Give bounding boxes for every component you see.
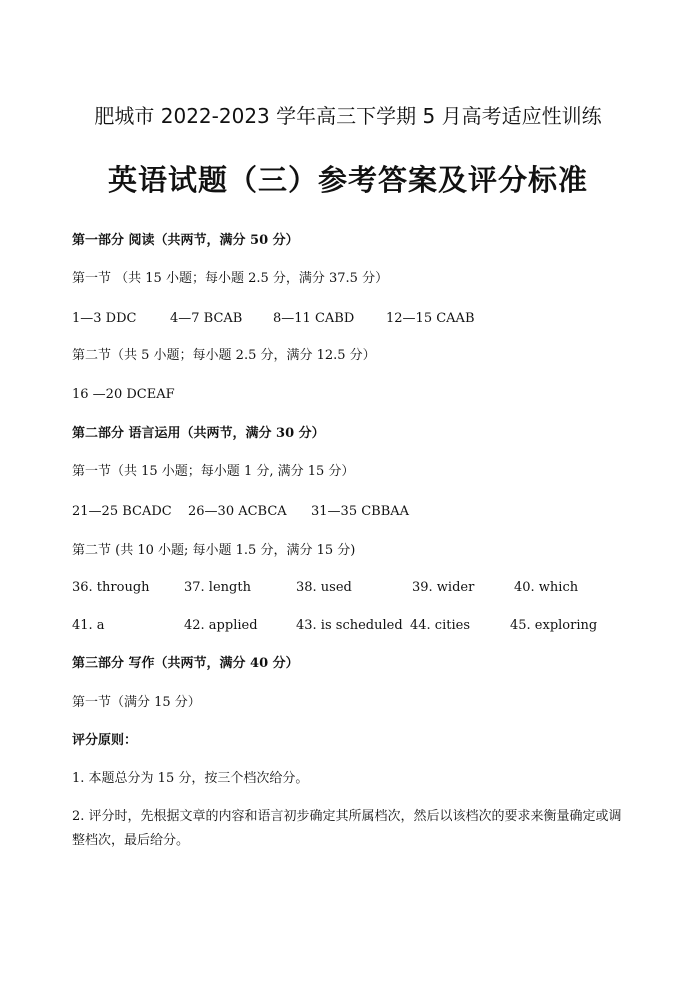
answer-group: 4—7 BCAB bbox=[170, 311, 243, 326]
part2-section2-heading: 第二节 (共 10 小题; 每小题 1.5 分，满分 15 分) bbox=[72, 543, 356, 558]
part1-heading: 第一部分 阅读（共两节，满分 50 分） bbox=[72, 233, 299, 248]
answer-item: 45. exploring bbox=[510, 618, 598, 633]
answer-group: 1—3 DDC bbox=[72, 311, 137, 326]
document-title: 英语试题（三）参考答案及评分标准 bbox=[107, 163, 588, 197]
part2-heading: 第二部分 语言运用（共两节，满分 30 分） bbox=[72, 426, 325, 441]
part2-section1-heading: 第一节（共 15 小题；每小题 1 分, 满分 15 分） bbox=[72, 464, 355, 479]
part3-section1-heading: 第一节（满分 15 分） bbox=[72, 695, 201, 710]
answer-item: 38. used bbox=[296, 580, 352, 595]
answer-group: 12—15 CAAB bbox=[386, 311, 475, 326]
answer-group: 31—35 CBBAA bbox=[311, 504, 410, 519]
answer-group: 26—30 ACBCA bbox=[188, 504, 287, 519]
answer-item: 41. a bbox=[72, 618, 105, 633]
criteria-item: 1. 本题总分为 15 分，按三个档次给分。 bbox=[72, 771, 309, 786]
answer-group: 8—11 CABD bbox=[273, 311, 355, 326]
part3-heading: 第三部分 写作（共两节，满分 40 分） bbox=[72, 656, 299, 671]
answer-item: 43. is scheduled bbox=[296, 618, 403, 633]
criteria-item: 2. 评分时，先根据文章的内容和语言初步确定其所属档次，然后以该档次的要求来衡量确定或调整档次，最后给分。 bbox=[72, 809, 622, 848]
criteria-heading: 评分原则： bbox=[72, 733, 138, 748]
part1-section1-heading: 第一节 （共 15 小题；每小题 2.5 分，满分 37.5 分） bbox=[72, 271, 389, 286]
answer-item: 40. which bbox=[514, 580, 579, 595]
answer-item: 36. through bbox=[72, 580, 150, 595]
answer-group: 21—25 BCADC bbox=[72, 504, 172, 519]
part1-section2-heading: 第二节（共 5 小题；每小题 2.5 分，满分 12.5 分） bbox=[72, 348, 376, 363]
answer-item: 42. applied bbox=[184, 618, 258, 633]
answer-item: 44. cities bbox=[410, 618, 470, 633]
answer-group: 16 —20 DCEAF bbox=[72, 387, 175, 402]
answer-item: 37. length bbox=[184, 580, 251, 595]
document-subtitle: 肥城市 2022-2023 学年高三下学期 5 月高考适应性训练 bbox=[94, 104, 602, 128]
answer-item: 39. wider bbox=[412, 580, 475, 595]
